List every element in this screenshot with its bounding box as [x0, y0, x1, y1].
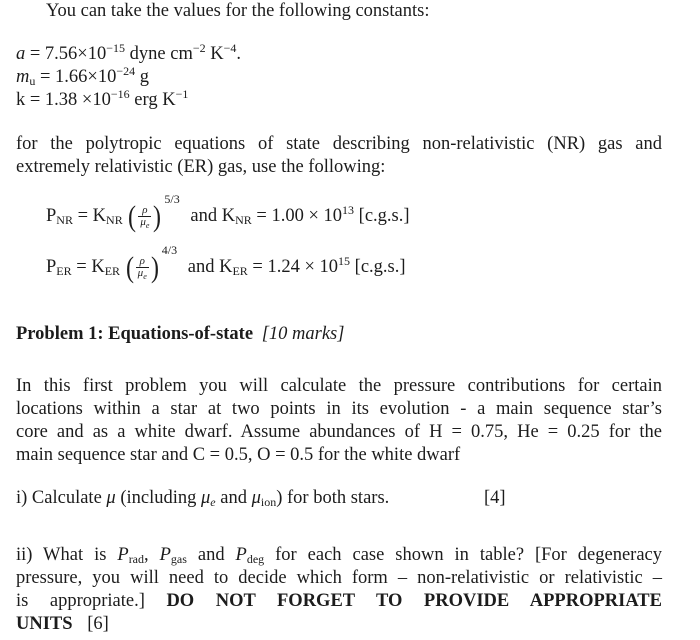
equation-er: $P_{ER} = K_{ER}$ ( $\frac{\rho}{\mu_e}$ )$^{4/3}$ and $K_{ER} = 1.24 \times 10^{15}$ [c.g.s.]	[46, 243, 406, 284]
problem-para-line: core and as a white dwarf. Assume abundances of H = 0.75, He = 0.25 for the	[16, 422, 662, 442]
equation-er-k2-sub: ER	[232, 264, 248, 278]
equation-er-frac-num: ρ	[136, 256, 149, 268]
question-1-mu: μ	[106, 488, 116, 508]
equation-er-k2: K	[219, 257, 233, 277]
equation-er-exponent: 4/3	[161, 243, 178, 257]
polytropic-line-1-text: for the polytropic equations of state describing non-relativistic (NR) gas and	[16, 134, 662, 154]
equation-nr-k-sub: NR	[106, 213, 123, 227]
constant-a-eq: = 7.56×10	[25, 44, 107, 64]
constant-mu-sub: u	[29, 74, 36, 88]
question-2-line-1-pre: ii) What is	[16, 545, 118, 565]
question-1-mue-sub: e	[210, 495, 216, 509]
equation-nr-value: = 1.00 × 10	[251, 206, 343, 226]
question-2-line-1: ii) What is $P_{rad}$, $P_{gas}$ and $P_{deg}$ for each case shown in table? [For degeneracy	[16, 545, 663, 566]
problem-para-line: locations within a star at two points in its evolution - a main sequence star’s	[16, 399, 662, 419]
question-2-line-3	[16, 590, 662, 612]
polytropic-line-2-text: extremely relativistic (ER) gas, use the following:	[16, 157, 386, 177]
question-1-and: and	[215, 488, 252, 508]
equation-er-k: K	[91, 257, 105, 277]
constant-k-symbol: k	[16, 90, 26, 110]
question-1-pre: i) Calculate	[16, 488, 107, 508]
equation-nr-lhs-sub: NR	[56, 213, 73, 227]
problem-title-text: Problem 1: Equations-of-state	[16, 324, 254, 344]
question-1-muion-sub: ion	[260, 495, 277, 509]
constant-k-unit-exp: −1	[175, 87, 189, 101]
equation-er-frac-den: $\mu_e$	[137, 267, 147, 282]
question-1-marks-text: [4]	[484, 488, 506, 508]
equation-nr-close-paren: )	[153, 199, 162, 233]
equation-nr-frac-den: $\mu_e$	[140, 216, 150, 231]
constant-mu-exp: −24	[116, 64, 136, 78]
equation-er-and: and	[187, 257, 215, 277]
intro-heading	[46, 0, 429, 22]
question-2-line-4-bold: UNITS	[16, 614, 73, 634]
question-1-mue: μ	[201, 488, 211, 508]
equation-nr: $P_{NR} = K_{NR}$ ( $\frac{\rho}{\mu_e}$ )$^{5/3}$ and $K_{NR} = 1.00 \times 10^{13}$ [c.g.s.]	[46, 192, 410, 233]
question-2-line-2-text: pressure, you will need to decide which form – non-relativistic or relativistic –	[16, 568, 662, 588]
equation-nr-k2-sub: NR	[235, 213, 252, 227]
constant-mu-eq: = 1.66×10	[35, 67, 117, 87]
constant-mu-unit: g	[135, 67, 150, 87]
equation-nr-exponent: 5/3	[164, 192, 180, 206]
problem-para-line: main sequence star and C = 0.5, O = 0.5 for the white dwarf	[16, 445, 461, 465]
question-2-line-3-pre: is appropriate.]	[16, 591, 167, 611]
equation-nr-open-paren: (	[128, 199, 137, 233]
constant-a-unit: dyne cm	[125, 44, 193, 64]
equation-nr-units: [c.g.s.]	[358, 206, 410, 226]
constant-mu-symbol: m	[16, 67, 30, 87]
equation-er-units: [c.g.s.]	[354, 257, 406, 277]
constant-k-exp: −16	[110, 87, 130, 101]
problem-title-marks: [10 marks]	[261, 324, 345, 344]
question-1	[16, 487, 389, 509]
equation-nr-lhs: P	[46, 206, 57, 226]
constant-a-exp: −15	[106, 41, 126, 55]
question-2-line-1-post: for each case shown in table? [For degeneracy	[264, 545, 663, 565]
intro-heading-text: You can take the values for the following constants:	[46, 1, 430, 21]
equation-er-lhs-sub: ER	[56, 264, 72, 278]
question-2-pdeg-sub: deg	[246, 552, 265, 566]
question-2-line-3-bold: DO NOT FORGET TO PROVIDE APPROPRIATE	[166, 591, 662, 611]
equation-er-fraction	[136, 255, 149, 282]
problem-title	[16, 323, 344, 345]
constant-mu	[16, 66, 149, 88]
equation-nr-frac-num: ρ	[138, 205, 151, 217]
polytropic-line-1	[16, 133, 662, 155]
question-2-line-2	[16, 567, 662, 589]
equation-er-value: = 1.24 × 10	[247, 257, 339, 277]
question-2-line-4	[16, 613, 109, 635]
equation-er-value-exp: 15	[338, 254, 351, 268]
constant-a-tail: .	[236, 44, 242, 64]
question-2-prad-sub: rad	[128, 552, 145, 566]
question-1-marks	[484, 487, 506, 509]
equation-er-lhs: P	[46, 257, 57, 277]
equation-nr-value-exp: 13	[342, 203, 355, 217]
constant-k	[16, 89, 188, 111]
question-1-post: ) for both stars.	[276, 488, 390, 508]
question-2-pgas: P	[159, 545, 171, 565]
question-1-muion: μ	[251, 488, 261, 508]
constant-a-unit-k: K	[205, 44, 224, 64]
constant-a-unit-exp: −2	[192, 41, 206, 55]
equation-nr-fraction	[138, 204, 151, 231]
constant-a-unit-k-exp: −4	[223, 41, 237, 55]
equation-nr-and: and	[190, 206, 218, 226]
constant-a	[16, 43, 241, 65]
question-2-marks: [6]	[87, 614, 109, 634]
question-2-prad: P	[117, 545, 129, 565]
equation-er-k-sub: ER	[104, 264, 121, 278]
equation-nr-k: K	[92, 206, 107, 226]
equation-er-close-paren: )	[150, 250, 159, 284]
equation-er-open-paren: (	[125, 250, 134, 284]
constant-a-symbol: a	[16, 44, 26, 64]
question-2-pdeg: P	[235, 545, 247, 565]
polytropic-line-2	[16, 156, 385, 178]
equation-nr-k2: K	[221, 206, 236, 226]
constant-k-unit: erg K	[129, 90, 176, 110]
constant-k-eq: = 1.38 ×10	[25, 90, 111, 110]
question-2-pgas-sub: gas	[170, 552, 187, 566]
question-1-mid: (including	[115, 488, 201, 508]
problem-para-line: In this first problem you will calculate the pressure contributions for certain	[16, 376, 662, 396]
